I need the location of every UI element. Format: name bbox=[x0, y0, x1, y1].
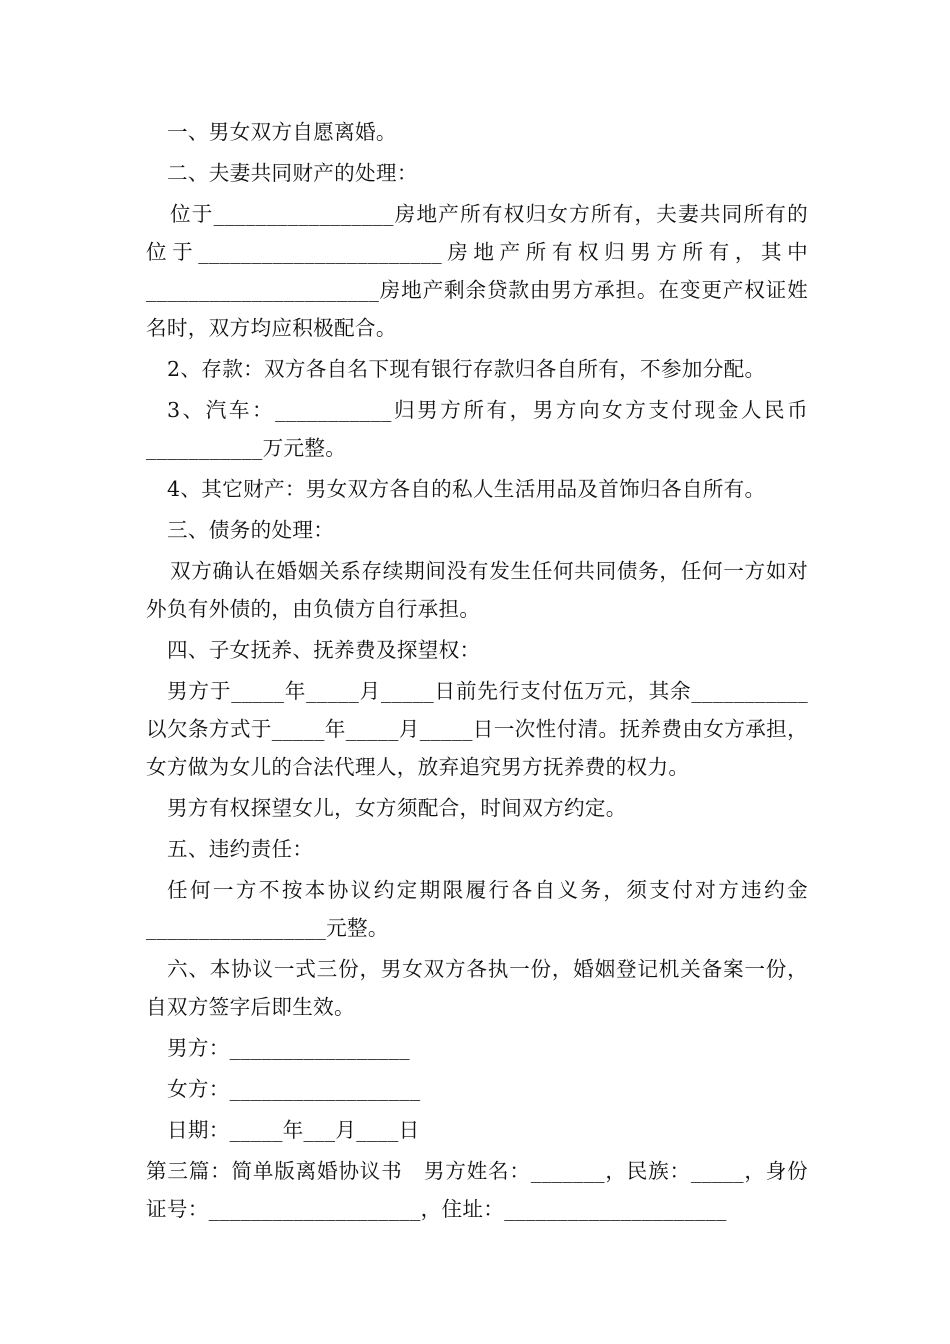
clause-5-heading: 五、违约责任： bbox=[167, 837, 314, 861]
signature-male: 男方：_________________ bbox=[167, 1036, 410, 1060]
clause-4-heading: 四、子女抚养、抚养费及探望权： bbox=[167, 638, 481, 662]
clause-2-other-property: 4、其它财产：男女双方各自的私人生活用品及首饰归各自所有。 bbox=[167, 477, 766, 501]
signature-date: 日期：_____年___月____日 bbox=[167, 1118, 420, 1142]
clause-2-heading: 二、夫妻共同财产的处理： bbox=[167, 161, 418, 185]
clause-1-heading: 一、男女双方自愿离婚。 bbox=[167, 120, 397, 144]
clause-5-penalty: 任何一方不按本协议约定期限履行各自义务，须支付对方违约金_________________元整。 bbox=[146, 878, 808, 940]
clause-4-payment: 男方于_____年_____月_____日前先行支付伍万元，其余___________以欠条方式于_____年_____月_____日一次性付清。抚养费由女方承担，女方做为女儿的合法代理人，放弃追究男方抚养费的权力。 bbox=[146, 679, 808, 779]
clause-3-heading: 三、债务的处理： bbox=[167, 518, 335, 542]
part-3-intro: 第三篇：简单版离婚协议书 男方姓名：_______，民族：_____，身份证号：____________________，住址：_____________________ bbox=[146, 1159, 808, 1221]
signature-female: 女方：__________________ bbox=[167, 1077, 421, 1101]
clause-4-visitation: 男方有权探望女儿，女方须配合，时间双方约定。 bbox=[167, 796, 627, 820]
clause-3-debt: 双方确认在婚姻关系存续期间没有发生任何共同债务，任何一方如对外负有外债的，由负债方自行承担。 bbox=[146, 559, 808, 621]
document-body bbox=[146, 113, 808, 1228]
clause-2-savings: 2、存款：双方各自名下现有银行存款归各自所有，不参加分配。 bbox=[167, 357, 766, 381]
clause-2-car: 3、汽车：___________归男方所有，男方向女方支付现金人民币___________万元整。 bbox=[146, 398, 808, 460]
clause-2-real-estate: 位于_________________房地产所有权归女方所有，夫妻共同所有的位于_______________________房地产所有权归男方所有，其中______________________房地产剩余贷款由男方承担。在变更产权证姓名时，双方均应积极配合。 bbox=[146, 202, 808, 340]
clause-6-copies: 六、本协议一式三份，男女双方各执一份，婚姻登记机关备案一份，自双方签字后即生效。 bbox=[146, 957, 808, 1019]
